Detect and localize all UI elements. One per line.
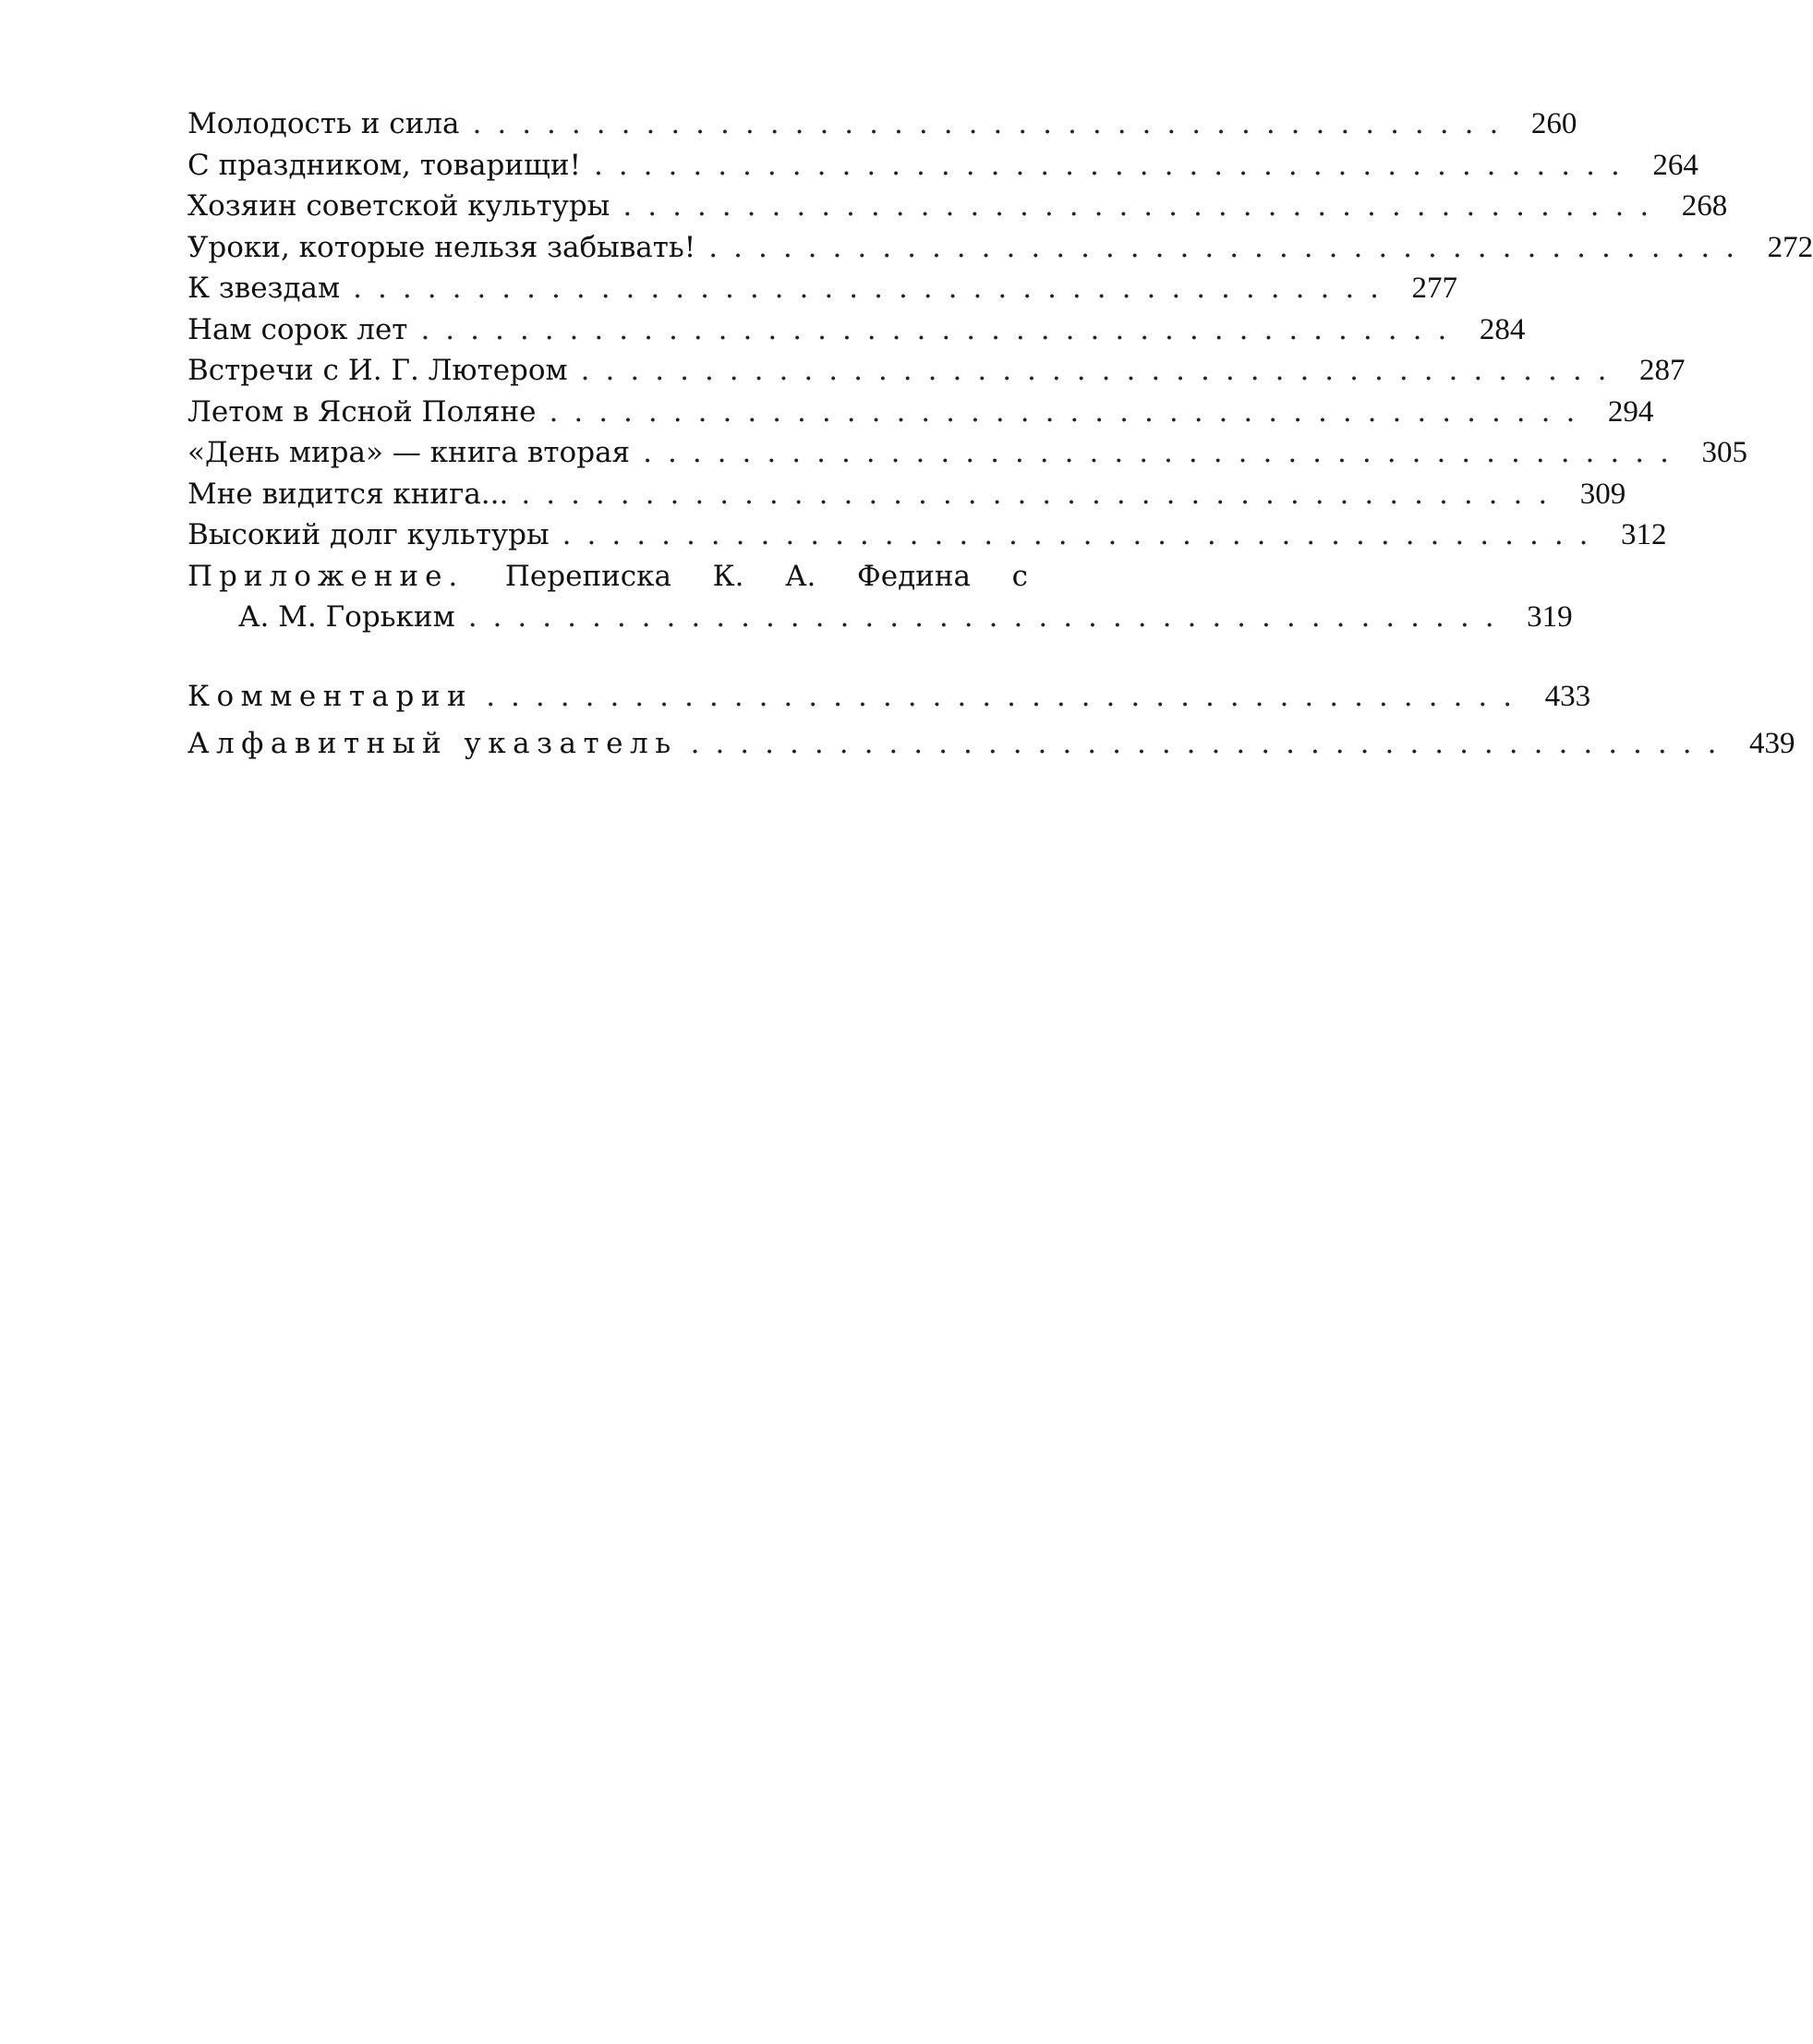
table-of-contents (187, 103, 1813, 768)
toc-entry-page: 268 (1681, 189, 1728, 223)
toc-entry-title: Летом в Ясной Поляне (187, 394, 537, 429)
toc-entry-page: 294 (1607, 394, 1654, 429)
dot-leader: .......................................... (643, 436, 1685, 469)
appendix-word: К. (712, 559, 744, 593)
toc-section-entry (187, 720, 1795, 768)
toc-entry-page: 264 (1652, 148, 1698, 182)
appendix-label: Приложение. (187, 559, 465, 593)
toc-entry-page: 284 (1479, 312, 1526, 346)
toc-entry (187, 392, 1654, 433)
toc-entry-title: Хозяин советской культуры (187, 189, 610, 223)
appendix-word: А. (785, 559, 816, 593)
dot-leader: .......................................... (353, 272, 1396, 305)
toc-section-title: Комментарии (187, 679, 474, 713)
toc-entry-title: Молодость и сила (187, 107, 460, 140)
toc-entry (187, 268, 1458, 309)
toc-section-title: Алфавитный указатель (187, 726, 678, 760)
toc-appendix-title (187, 556, 1111, 598)
toc-appendix-continuation-text: А. М. Горьким (238, 600, 455, 634)
dot-leader: .......................................... (467, 600, 1510, 634)
toc-entry-title: С праздником, товарищи! (187, 148, 581, 182)
dot-leader: .......................................... (486, 679, 1529, 713)
toc-entry-title: Уроки, которые нельзя забывать! (187, 230, 696, 264)
appendix-word: с (1011, 559, 1028, 593)
toc-entry (187, 145, 1698, 187)
dot-leader: .......................................... (521, 477, 1564, 511)
dot-leader: .......................................... (622, 189, 1665, 223)
toc-entry-page: 312 (1621, 518, 1667, 551)
toc-entry-page: 305 (1701, 436, 1747, 469)
toc-entry-title: Встречи с И. Г. Лютером (187, 354, 568, 387)
toc-entry-page: 260 (1530, 107, 1577, 140)
dot-leader: .......................................... (593, 148, 1636, 182)
toc-entry-page: 433 (1544, 679, 1591, 713)
toc-entry-title: Высокий долг культуры (187, 518, 550, 551)
toc-entry (187, 186, 1728, 227)
toc-entry-page: 277 (1411, 272, 1458, 305)
toc-entry (187, 432, 1747, 474)
section-gap (187, 638, 1111, 673)
toc-entry (187, 103, 1577, 145)
toc-section-entry (187, 673, 1591, 720)
toc-entry-page: 309 (1579, 477, 1626, 511)
toc-entry-page: 319 (1527, 600, 1573, 634)
dot-leader: .......................................... (690, 726, 1733, 760)
toc-entry-page: 272 (1767, 230, 1813, 264)
toc-entry-title: К звездам (187, 272, 341, 305)
toc-entry (187, 474, 1626, 515)
toc-entry (187, 350, 1686, 392)
toc-entry (187, 227, 1813, 269)
toc-appendix-entry (187, 556, 1111, 598)
toc-entry-page: 287 (1639, 354, 1686, 387)
dot-leader: .......................................... (562, 518, 1604, 551)
toc-entry-title: Мне видится книга... (187, 477, 509, 511)
toc-entry (187, 514, 1667, 556)
toc-entry-page: 439 (1748, 726, 1795, 760)
dot-leader: .......................................... (708, 230, 1751, 264)
dot-leader: .......................................... (580, 354, 1623, 387)
appendix-word: Переписка (504, 559, 672, 593)
dot-leader: .......................................... (472, 107, 1515, 140)
toc-appendix-continuation (187, 597, 1573, 638)
dot-leader: .......................................... (549, 394, 1591, 429)
toc-entry (187, 309, 1526, 351)
toc-entry-title: «День мира» — книга вторая (187, 436, 631, 469)
appendix-word: Федина (857, 559, 971, 593)
dot-leader: .......................................... (420, 312, 1463, 346)
toc-entry-title: Нам сорок лет (187, 312, 408, 346)
